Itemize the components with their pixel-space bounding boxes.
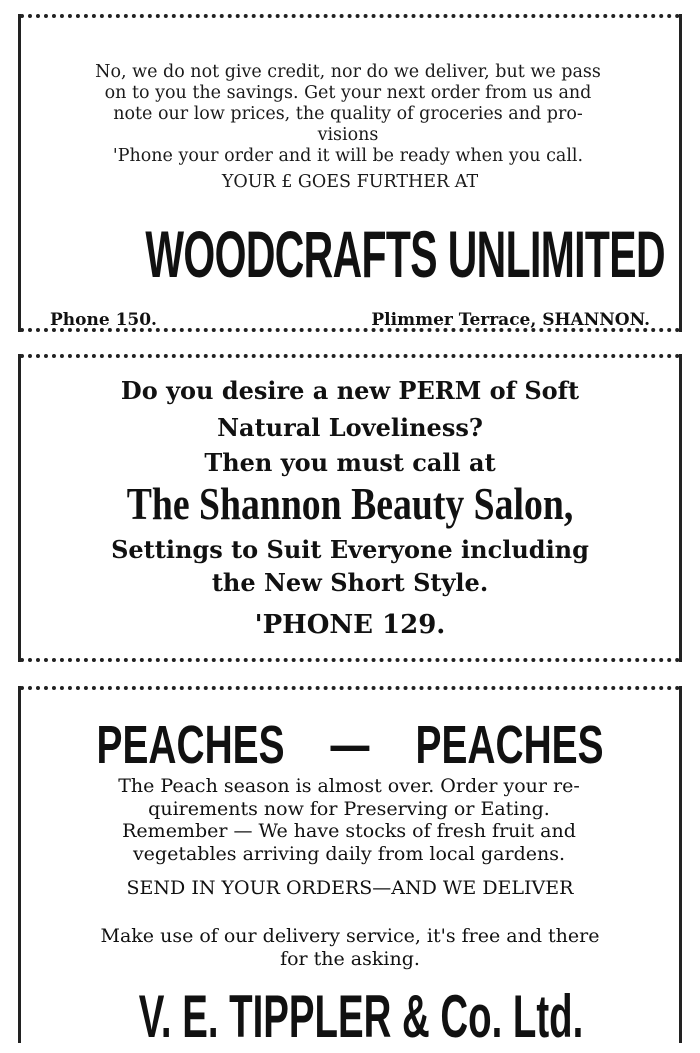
woodcrafts-paragraph	[38, 62, 658, 167]
woodcrafts-line: on to you the savings. Get your next order from us and	[104, 83, 592, 103]
beauty-salon-advertisement	[20, 352, 680, 662]
salon-name: The Shannon Beauty Salon,	[126, 478, 574, 529]
peaches-line: vegetables arriving daily from local gardens.	[132, 842, 566, 865]
woodcrafts-title: WOODCRAFTS UNLIMITED	[145, 217, 665, 291]
salon-line-1: Do you desire a new PERM of Soft	[120, 376, 580, 405]
tippler-advertisement	[20, 683, 680, 1050]
peaches-heading-left: PEACHES	[96, 715, 285, 775]
tippler-company-name: V. E. TIPPLER & Co. Ltd.	[138, 983, 584, 1050]
salon-line-2: Natural Loveliness?	[217, 413, 483, 442]
peaches-heading-right: PEACHES	[415, 715, 604, 775]
orders-line: SEND IN YOUR ORDERS—AND WE DELIVER	[126, 877, 574, 899]
delivery-service-line: Make use of our delivery service, it's free and there for the asking.	[100, 925, 600, 970]
peaches-heading	[60, 713, 640, 777]
woodcrafts-tagline: YOUR £ GOES FURTHER AT	[221, 172, 479, 192]
woodcrafts-footer	[50, 310, 650, 330]
woodcrafts-phone: Phone 150.	[50, 310, 157, 330]
salon-line-5: the New Short Style.	[211, 568, 489, 597]
salon-line-4: Settings to Suit Everyone including	[111, 535, 589, 564]
woodcrafts-line: note our low prices, the quality of groceries and pro-	[113, 104, 583, 124]
peaches-line: The Peach season is almost over. Order your re-	[118, 775, 580, 797]
salon-line-3: Then you must call at	[204, 448, 496, 477]
woodcrafts-line: visions	[317, 125, 379, 145]
salon-phone: 'PHONE 129.	[254, 610, 446, 640]
woodcrafts-address: Plimmer Terrace, SHANNON.	[371, 310, 650, 330]
woodcrafts-line: No, we do not give credit, nor do we deliver, but we pass	[95, 62, 601, 82]
peaches-line: Remember — We have stocks of fresh fruit and	[122, 820, 576, 842]
peaches-paragraph	[36, 775, 662, 865]
woodcrafts-advertisement	[20, 14, 680, 332]
peaches-line: quirements now for Preserving or Eating.	[148, 797, 550, 820]
peaches-heading-dash: —	[330, 715, 370, 775]
woodcrafts-line: 'Phone your order and it will be ready when you call.	[112, 146, 584, 166]
